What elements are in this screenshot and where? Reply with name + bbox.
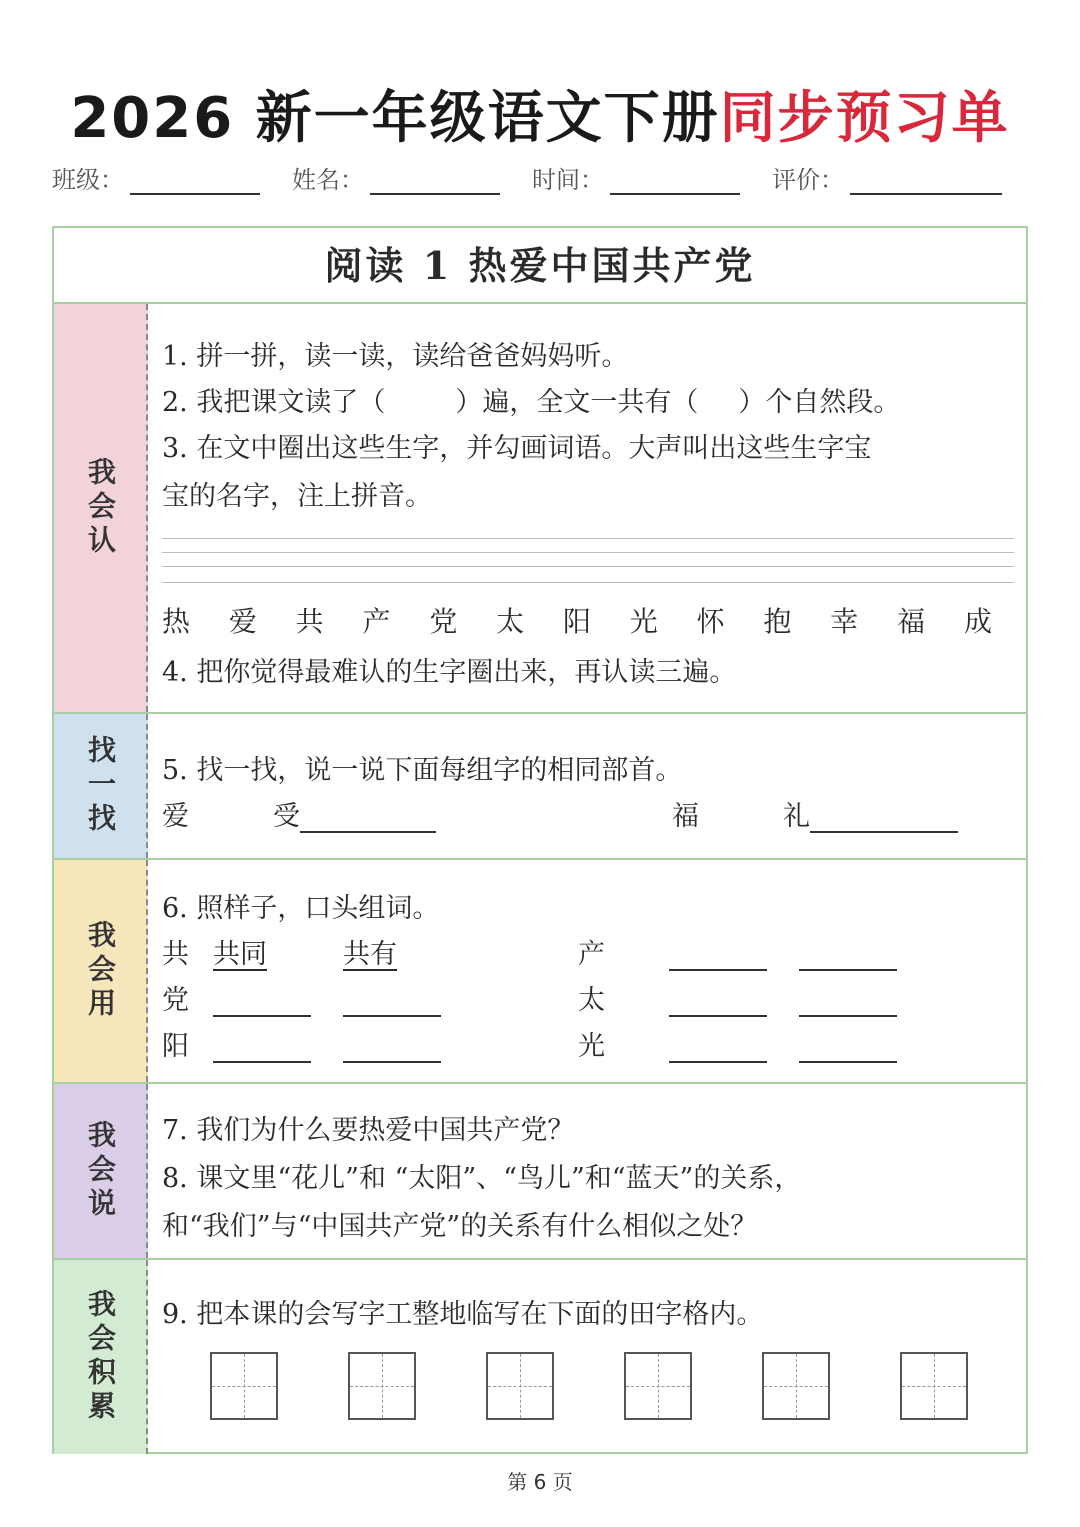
time-blank[interactable] [610,165,740,195]
tianzige-box[interactable] [348,1352,416,1420]
char[interactable]: 抱 [763,605,792,638]
section-speak [54,1084,1026,1260]
radical-pair-1: 爱 受 [162,794,436,833]
word-row-2: 党 [162,978,441,1017]
question-3-line2: 宝的名字，注上拼音。 [162,481,432,512]
tianzige-box[interactable] [762,1352,830,1420]
question-8-line2: 和“我们”与“中国共产党”的关系有什么相似之处？ [162,1211,758,1242]
time-field[interactable] [532,160,740,195]
name-field[interactable] [292,160,500,195]
char[interactable]: 产 [362,605,391,638]
word-row-2-right: 太 [578,978,897,1017]
char[interactable]: 成 [963,605,992,638]
class-field[interactable] [52,160,260,195]
title-main: 2026 新一年级语文下册 [70,86,720,151]
section-body-use [162,860,1012,1082]
section-body-accumulate [162,1260,1012,1454]
section-label-speak: 我会说 [54,1084,148,1258]
pinyin-lines[interactable] [162,538,1014,584]
char[interactable]: 爱 [228,605,257,638]
section-recognize [54,304,1026,714]
char[interactable]: 幸 [830,605,859,638]
char[interactable]: 福 [897,605,926,638]
title-highlight: 同步预习单 [719,86,1010,151]
question-5: 5. 找一找，说一说下面每组字的相同部首。 [162,755,683,786]
tianzige-row [210,1352,970,1422]
name-blank[interactable] [370,165,500,195]
char[interactable]: 党 [429,605,458,638]
page-number: 第 6 页 [507,1470,573,1494]
section-body-find [162,714,1012,858]
tianzige-box[interactable] [486,1352,554,1420]
time-label: 时间： [532,166,604,194]
word-row-3-right: 光 [578,1024,897,1063]
section-use [54,860,1026,1084]
class-label: 班级： [52,166,124,194]
question-4: 4. 把你觉得最难认的生字圈出来，再认读三遍。 [162,657,737,688]
question-8-line1: 8. 课文里“花儿”和 “太阳”、“鸟儿”和“蓝天”的关系， [162,1163,802,1194]
section-accumulate [54,1260,1026,1454]
section-label-use: 我会用 [54,860,148,1082]
lesson-title: 阅读 1 热爱中国共产党 [54,228,1026,304]
info-row [52,160,1012,200]
word-row-3: 阳 [162,1024,441,1063]
rating-label: 评价： [772,166,844,194]
radical-blank-1[interactable] [300,803,436,833]
word-row-1: 共 共同 共有 [162,939,397,970]
char[interactable]: 光 [629,605,658,638]
char[interactable]: 太 [496,605,525,638]
radical-pair-2: 福 礼 [672,794,958,833]
worksheet [52,226,1028,1454]
section-body-speak [162,1084,1012,1258]
page-title [0,74,1080,154]
tianzige-box[interactable] [624,1352,692,1420]
char[interactable]: 阳 [562,605,591,638]
section-label-recognize: 我会认 [54,304,148,712]
new-characters [162,600,992,640]
question-1: 1. 拼一拼，读一读，读给爸爸妈妈听。 [162,341,629,372]
radical-blank-2[interactable] [810,803,958,833]
tianzige-box[interactable] [210,1352,278,1420]
question-3-line1: 3. 在文中圈出这些生字，并勾画词语。大声叫出这些生字宝 [162,433,872,464]
char[interactable]: 热 [162,605,191,638]
question-2: 2. 我把课文读了（ ）遍，全文一共有（ ）个自然段。 [162,387,901,418]
question-9: 9. 把本课的会写字工整地临写在下面的田字格内。 [162,1299,764,1330]
section-label-find: 找一找 [54,714,148,858]
word-row-1-right: 产 [578,932,897,971]
section-body-recognize [162,304,1012,712]
name-label: 姓名： [292,166,364,194]
section-label-accumulate: 我会积累 [54,1260,148,1454]
section-find [54,714,1026,860]
rating-field[interactable] [772,160,1002,195]
char[interactable]: 共 [295,605,324,638]
tianzige-box[interactable] [900,1352,968,1420]
question-6: 6. 照样子，口头组词。 [162,893,440,924]
question-7: 7. 我们为什么要热爱中国共产党？ [162,1115,575,1146]
char[interactable]: 怀 [696,605,725,638]
rating-blank[interactable] [850,165,1002,195]
class-blank[interactable] [130,165,260,195]
